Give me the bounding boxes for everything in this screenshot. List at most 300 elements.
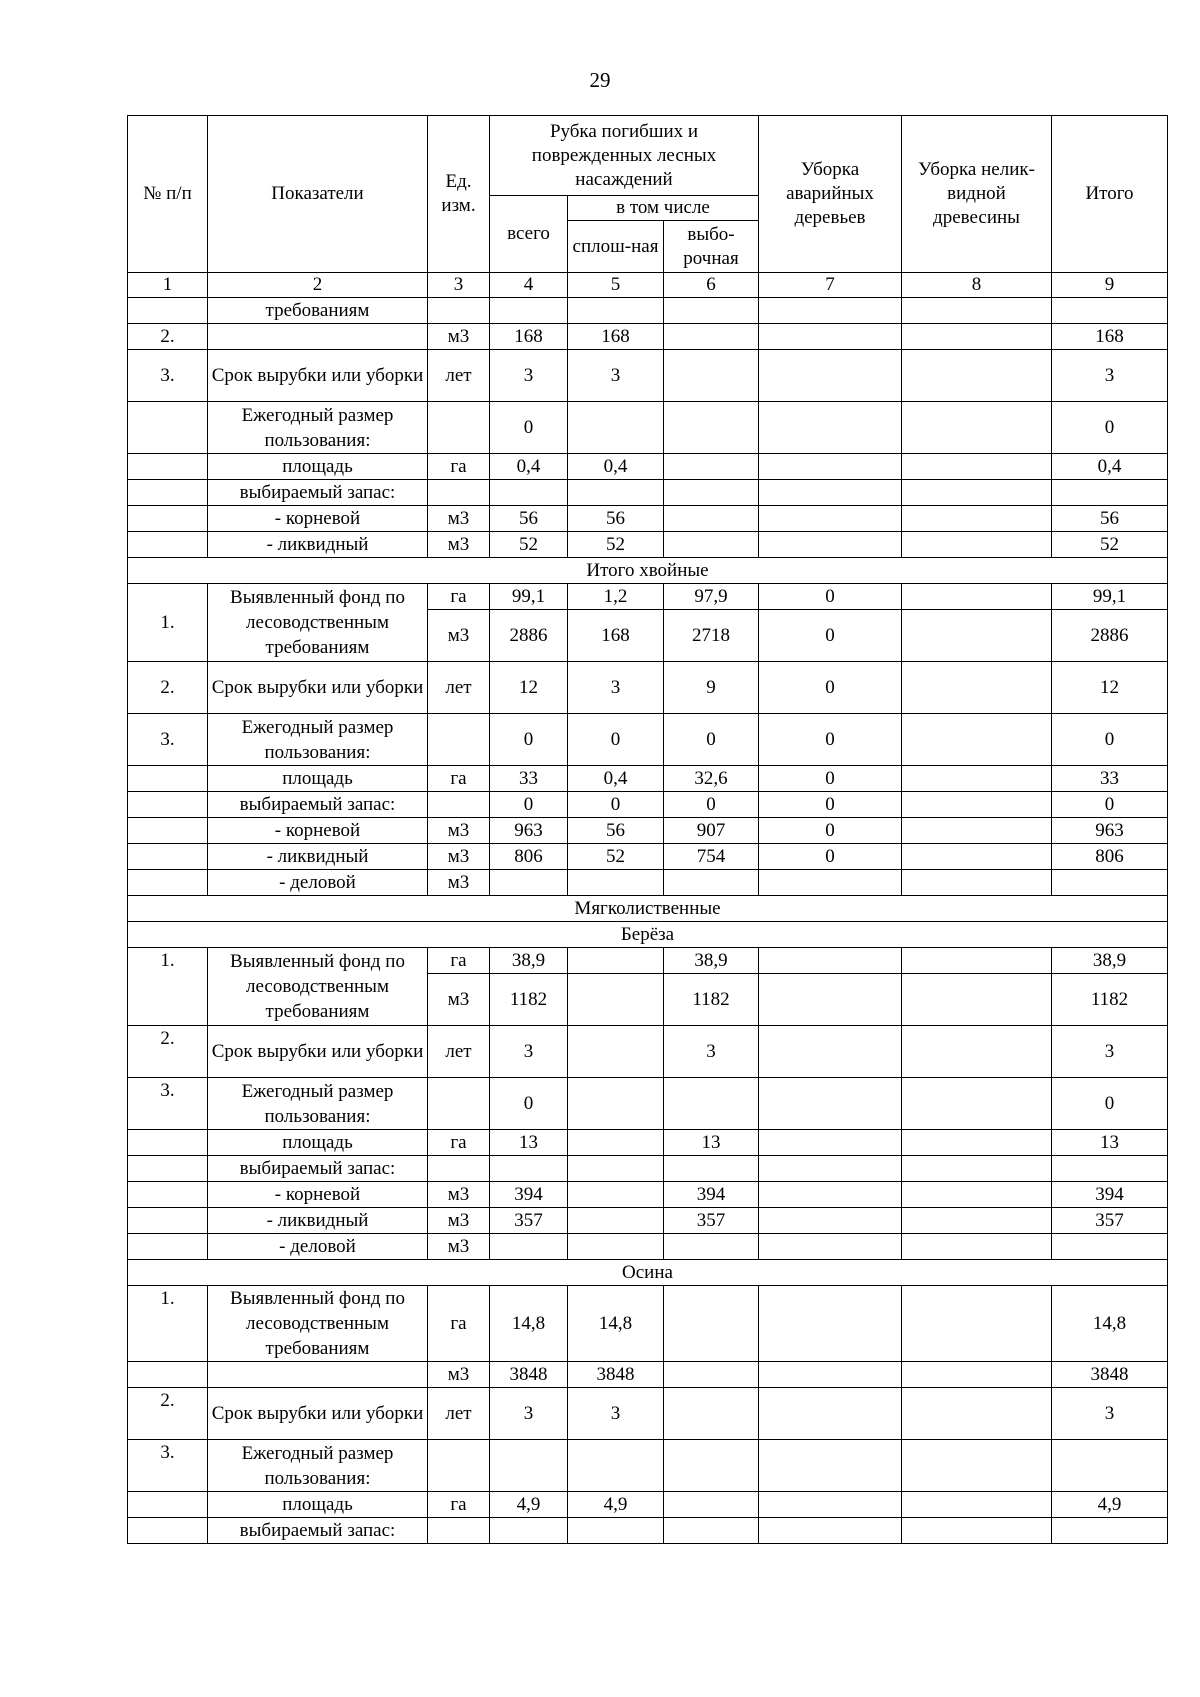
cell-clear (568, 1026, 664, 1078)
cell-total (490, 870, 568, 896)
table-row (128, 1234, 1168, 1260)
table-row (128, 792, 1168, 818)
cell-total: 0 (490, 714, 568, 766)
cell-clear (568, 1440, 664, 1492)
cell-label: Срок вырубки или уборки (208, 1388, 428, 1440)
cell-selective: 394 (664, 1182, 759, 1208)
cell-clear: 0 (568, 792, 664, 818)
cell-label: Ежегодный размер пользования: (208, 714, 428, 766)
cell-emergency (759, 298, 902, 324)
cell-selective (664, 1156, 759, 1182)
cell-itogo: 56 (1052, 506, 1168, 532)
cell (902, 610, 1052, 662)
table-row (128, 1362, 1168, 1388)
cell-num (128, 1492, 208, 1518)
cell-total: 52 (490, 532, 568, 558)
cell-unit (428, 714, 490, 766)
cell-illiquid (902, 1208, 1052, 1234)
table-row (128, 402, 1168, 454)
cell-label: Срок вырубки или уборки (208, 662, 428, 714)
cell-label: выбираемый запас: (208, 792, 428, 818)
col-number: 9 (1052, 273, 1168, 298)
header-total: всего (490, 196, 568, 273)
cell-selective: 9 (664, 662, 759, 714)
table-row (128, 350, 1168, 402)
cell (902, 948, 1052, 974)
cell-selective (664, 402, 759, 454)
cell-total (490, 298, 568, 324)
cell-unit: га (428, 454, 490, 480)
cell-total: 806 (490, 844, 568, 870)
cell-itogo: 3 (1052, 1388, 1168, 1440)
col-number: 4 (490, 273, 568, 298)
cell: 1182 (1052, 974, 1168, 1026)
cell: 0 (759, 610, 902, 662)
table-row (128, 324, 1168, 350)
section-title: Итого хвойные (128, 558, 1168, 584)
cell-total: 33 (490, 766, 568, 792)
table-row (128, 1078, 1168, 1130)
section-row (128, 558, 1168, 584)
col-number: 3 (428, 273, 490, 298)
header-incl: в том числе (568, 196, 759, 221)
table-row (128, 480, 1168, 506)
cell-clear (568, 402, 664, 454)
cell-total: 4,9 (490, 1492, 568, 1518)
cell-selective (664, 1234, 759, 1260)
cell-label: - корневой (208, 506, 428, 532)
cell-emergency (759, 402, 902, 454)
cell-illiquid (902, 1388, 1052, 1440)
cell-label: Ежегодный размер пользования: (208, 402, 428, 454)
cell-unit: га (428, 766, 490, 792)
cell-unit: м3 (428, 324, 490, 350)
cell-clear (568, 1234, 664, 1260)
cell-emergency (759, 1518, 902, 1544)
table-row (128, 454, 1168, 480)
cell-unit: м3 (428, 844, 490, 870)
cell-total: 168 (490, 324, 568, 350)
cell-itogo (1052, 480, 1168, 506)
table-row (128, 1208, 1168, 1234)
cell-itogo (1052, 870, 1168, 896)
cell-total: 0 (490, 1078, 568, 1130)
cell-total: 3 (490, 1026, 568, 1078)
cell-illiquid (902, 1286, 1052, 1362)
cell-clear: 0 (568, 714, 664, 766)
table-row (128, 662, 1168, 714)
cell-selective (664, 1362, 759, 1388)
cell-total: 14,8 (490, 1286, 568, 1362)
cell-num: 2. (128, 1026, 208, 1078)
cell-selective: 0 (664, 714, 759, 766)
cell-clear (568, 1182, 664, 1208)
cell-clear: 0,4 (568, 766, 664, 792)
cell-total: 357 (490, 1208, 568, 1234)
cell-label: Срок вырубки или уборки (208, 1026, 428, 1078)
cell-itogo: 0 (1052, 402, 1168, 454)
cell: га (428, 584, 490, 610)
cell-clear: 3 (568, 350, 664, 402)
cell-selective (664, 1078, 759, 1130)
cell-label: Выявленный фонд по лесоводственным требованиям (208, 584, 428, 662)
cell-unit: га (428, 1286, 490, 1362)
cell-illiquid (902, 1078, 1052, 1130)
cell-selective: 32,6 (664, 766, 759, 792)
cell-illiquid (902, 870, 1052, 896)
cell-itogo: 357 (1052, 1208, 1168, 1234)
cell-label: - корневой (208, 1182, 428, 1208)
cell-label: Ежегодный размер пользования: (208, 1440, 428, 1492)
cell-itogo: 52 (1052, 532, 1168, 558)
cell-unit: лет (428, 350, 490, 402)
cell-illiquid (902, 1362, 1052, 1388)
table-row (128, 818, 1168, 844)
cell-total: 3 (490, 1388, 568, 1440)
cell-label: - корневой (208, 818, 428, 844)
cell-emergency (759, 1388, 902, 1440)
table-row (128, 870, 1168, 896)
cell-unit (428, 402, 490, 454)
cell-itogo: 13 (1052, 1130, 1168, 1156)
cell-num (128, 844, 208, 870)
table-row (128, 1026, 1168, 1078)
cell-itogo (1052, 1518, 1168, 1544)
cell-unit: лет (428, 662, 490, 714)
cell-num: 3. (128, 1078, 208, 1130)
cell-itogo: 0 (1052, 792, 1168, 818)
cell-num (128, 298, 208, 324)
cell-illiquid (902, 1234, 1052, 1260)
cell-label: - деловой (208, 870, 428, 896)
cell-emergency (759, 1130, 902, 1156)
cell-emergency (759, 1156, 902, 1182)
cell-emergency (759, 1286, 902, 1362)
section-row (128, 896, 1168, 922)
cell-illiquid (902, 1130, 1052, 1156)
cell-illiquid (902, 1492, 1052, 1518)
section-row (128, 922, 1168, 948)
cell-itogo: 0,4 (1052, 454, 1168, 480)
cell-illiquid (902, 818, 1052, 844)
cell-total (490, 1440, 568, 1492)
cell-unit: м3 (428, 1208, 490, 1234)
table-row (128, 1492, 1168, 1518)
cell-emergency: 0 (759, 714, 902, 766)
cell-illiquid (902, 714, 1052, 766)
header-clear: сплош-ная (568, 221, 664, 273)
cell-illiquid (902, 662, 1052, 714)
cell-total (490, 1156, 568, 1182)
cell-selective (664, 506, 759, 532)
cell-num (128, 454, 208, 480)
cell-clear (568, 298, 664, 324)
cell-illiquid (902, 1518, 1052, 1544)
cell-emergency: 0 (759, 792, 902, 818)
cell-unit (428, 1440, 490, 1492)
cell-total: 394 (490, 1182, 568, 1208)
cell-clear: 14,8 (568, 1286, 664, 1362)
cell-total (490, 1518, 568, 1544)
cell-unit: м3 (428, 1362, 490, 1388)
cell-label: Выявленный фонд по лесоводственным требованиям (208, 1286, 428, 1362)
cell-clear (568, 1078, 664, 1130)
cell-selective: 0 (664, 792, 759, 818)
cell-itogo: 4,9 (1052, 1492, 1168, 1518)
cell-selective (664, 1440, 759, 1492)
cell-illiquid (902, 480, 1052, 506)
cell-num: 3. (128, 350, 208, 402)
cell-selective (664, 1286, 759, 1362)
cell-label: - ликвидный (208, 532, 428, 558)
cell-selective: 754 (664, 844, 759, 870)
cell-clear: 56 (568, 818, 664, 844)
cell-itogo (1052, 298, 1168, 324)
cell-selective: 13 (664, 1130, 759, 1156)
cell: 2886 (490, 610, 568, 662)
cell-label: выбираемый запас: (208, 1518, 428, 1544)
table-row (128, 298, 1168, 324)
cell-selective (664, 480, 759, 506)
cell-label: площадь (208, 1492, 428, 1518)
cell-total: 12 (490, 662, 568, 714)
cell-emergency (759, 1078, 902, 1130)
cell-selective (664, 870, 759, 896)
cell-num (128, 1518, 208, 1544)
forest-use-table (127, 115, 1168, 1544)
cell-num (128, 402, 208, 454)
table-row (128, 948, 1168, 974)
cell-unit: м3 (428, 870, 490, 896)
cell-selective (664, 454, 759, 480)
cell: м3 (428, 974, 490, 1026)
cell (759, 948, 902, 974)
cell-label: Ежегодный размер пользования: (208, 1078, 428, 1130)
cell-illiquid (902, 1182, 1052, 1208)
cell-clear: 168 (568, 324, 664, 350)
cell-num (128, 1208, 208, 1234)
cell-itogo: 3 (1052, 350, 1168, 402)
cell-num: 2. (128, 1388, 208, 1440)
cell-label: - ликвидный (208, 1208, 428, 1234)
cell: 2886 (1052, 610, 1168, 662)
cell-total: 963 (490, 818, 568, 844)
cell-emergency: 0 (759, 662, 902, 714)
cell-unit: м3 (428, 532, 490, 558)
header-illiquid: Уборка нелик-видной древесины (902, 116, 1052, 273)
cell-emergency (759, 1234, 902, 1260)
col-number: 2 (208, 273, 428, 298)
cell-emergency: 0 (759, 766, 902, 792)
header-emergency: Уборка аварийных деревьев (759, 116, 902, 273)
col-number: 7 (759, 273, 902, 298)
cell-label: площадь (208, 1130, 428, 1156)
cell-emergency (759, 480, 902, 506)
cell-emergency (759, 532, 902, 558)
cell-illiquid (902, 506, 1052, 532)
table-row (128, 1286, 1168, 1362)
cell-label: требованиям (208, 298, 428, 324)
cell-emergency (759, 1182, 902, 1208)
cell-unit (428, 1078, 490, 1130)
cell: 38,9 (664, 948, 759, 974)
cell-num: 3. (128, 714, 208, 766)
cell: 1182 (490, 974, 568, 1026)
cell-clear (568, 1208, 664, 1234)
cell-emergency (759, 1492, 902, 1518)
cell-label: - ликвидный (208, 844, 428, 870)
table-body (128, 298, 1168, 1544)
cell-clear: 3 (568, 662, 664, 714)
cell-selective: 3 (664, 1026, 759, 1078)
cell-label: - деловой (208, 1234, 428, 1260)
cell-illiquid (902, 532, 1052, 558)
table-row (128, 1156, 1168, 1182)
cell-clear: 4,9 (568, 1492, 664, 1518)
cell-label (208, 1362, 428, 1388)
cell-itogo: 0 (1052, 714, 1168, 766)
cell-total: 3848 (490, 1362, 568, 1388)
cell: 38,9 (1052, 948, 1168, 974)
cell-num (128, 1234, 208, 1260)
table-header (128, 116, 1168, 298)
cell-clear (568, 480, 664, 506)
cell-label: выбираемый запас: (208, 1156, 428, 1182)
cell-emergency (759, 1362, 902, 1388)
cell-selective: 357 (664, 1208, 759, 1234)
cell-illiquid (902, 324, 1052, 350)
cell-num: 2. (128, 662, 208, 714)
section-title: Мягколиственные (128, 896, 1168, 922)
cell-emergency (759, 870, 902, 896)
table-row (128, 584, 1168, 610)
cell-clear: 52 (568, 844, 664, 870)
cell-selective (664, 532, 759, 558)
cell-unit (428, 1156, 490, 1182)
cell-emergency (759, 454, 902, 480)
cell-total: 0 (490, 792, 568, 818)
cell-emergency: 0 (759, 818, 902, 844)
cell-total: 0 (490, 402, 568, 454)
cell-itogo: 14,8 (1052, 1286, 1168, 1362)
table-row (128, 1130, 1168, 1156)
cell-selective (664, 324, 759, 350)
cell-total: 13 (490, 1130, 568, 1156)
cell: 99,1 (1052, 584, 1168, 610)
cell (568, 948, 664, 974)
cell-itogo: 12 (1052, 662, 1168, 714)
cell-selective: 907 (664, 818, 759, 844)
cell: 2718 (664, 610, 759, 662)
cell-illiquid (902, 1440, 1052, 1492)
cell-total: 3 (490, 350, 568, 402)
cell-unit: м3 (428, 1234, 490, 1260)
cell-clear: 3848 (568, 1362, 664, 1388)
header-selective: выбо-рочная (664, 221, 759, 273)
header-num: № п/п (128, 116, 208, 273)
cell-emergency: 0 (759, 844, 902, 870)
header-group: Рубка погибших и поврежденных лесных насаждений (490, 116, 759, 196)
cell-illiquid (902, 766, 1052, 792)
cell-illiquid (902, 454, 1052, 480)
cell: 1,2 (568, 584, 664, 610)
cell-illiquid (902, 1026, 1052, 1078)
cell-itogo: 0 (1052, 1078, 1168, 1130)
cell-illiquid (902, 298, 1052, 324)
cell-label: площадь (208, 454, 428, 480)
cell-num: 1. (128, 584, 208, 662)
cell: 168 (568, 610, 664, 662)
cell-num (128, 480, 208, 506)
cell-emergency (759, 350, 902, 402)
cell-label: Срок вырубки или уборки (208, 350, 428, 402)
cell-illiquid (902, 402, 1052, 454)
cell: 0 (759, 584, 902, 610)
cell-num (128, 1182, 208, 1208)
cell-itogo: 3 (1052, 1026, 1168, 1078)
cell-unit: м3 (428, 506, 490, 532)
cell: 99,1 (490, 584, 568, 610)
cell-selective (664, 1492, 759, 1518)
table-row (128, 506, 1168, 532)
table-row (128, 1518, 1168, 1544)
cell-label: площадь (208, 766, 428, 792)
cell-num (128, 506, 208, 532)
cell-emergency (759, 1440, 902, 1492)
cell-label: выбираемый запас: (208, 480, 428, 506)
cell-illiquid (902, 1156, 1052, 1182)
table-row (128, 714, 1168, 766)
cell-illiquid (902, 350, 1052, 402)
cell-clear: 52 (568, 532, 664, 558)
cell-num (128, 870, 208, 896)
cell-selective (664, 298, 759, 324)
cell: 97,9 (664, 584, 759, 610)
table-row (128, 766, 1168, 792)
cell-num (128, 792, 208, 818)
cell-emergency (759, 1026, 902, 1078)
table-row (128, 532, 1168, 558)
cell-unit: м3 (428, 818, 490, 844)
cell-emergency (759, 506, 902, 532)
cell-clear: 56 (568, 506, 664, 532)
cell-unit (428, 298, 490, 324)
cell-unit (428, 480, 490, 506)
cell-num (128, 818, 208, 844)
table-row (128, 844, 1168, 870)
cell-total: 56 (490, 506, 568, 532)
cell (568, 974, 664, 1026)
cell-num (128, 766, 208, 792)
cell-total: 0,4 (490, 454, 568, 480)
cell-unit (428, 1518, 490, 1544)
cell-unit (428, 792, 490, 818)
table-row (128, 1182, 1168, 1208)
cell-selective (664, 1388, 759, 1440)
cell-total (490, 1234, 568, 1260)
cell: м3 (428, 610, 490, 662)
section-row (128, 1260, 1168, 1286)
cell-clear: 3 (568, 1388, 664, 1440)
section-title: Осина (128, 1260, 1168, 1286)
cell-num (128, 532, 208, 558)
cell-emergency (759, 1208, 902, 1234)
cell-clear: 0,4 (568, 454, 664, 480)
page-number: 29 (589, 68, 611, 92)
cell-itogo (1052, 1440, 1168, 1492)
cell-num (128, 1362, 208, 1388)
cell: 38,9 (490, 948, 568, 974)
